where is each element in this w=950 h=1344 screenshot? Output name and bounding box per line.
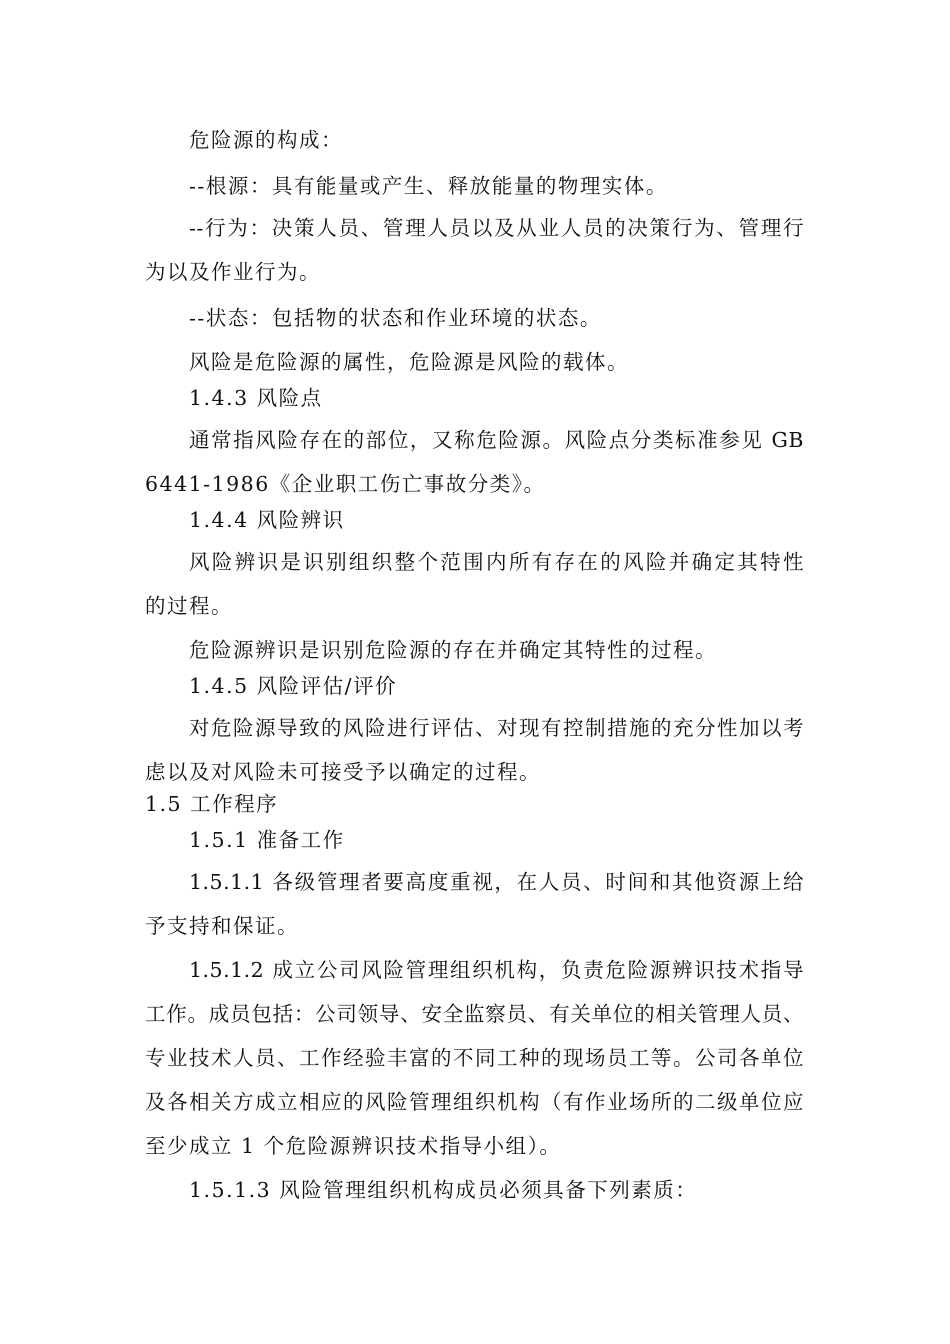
hazard-identification-definition: 危险源辨识是识别危险源的存在并确定其特性的过程。 xyxy=(189,638,717,662)
hazard-behavior-definition-line-1: --行为：决策人员、管理人员以及从业人员的决策行为、管理行 xyxy=(189,216,804,240)
risk-evaluation-definition-line-1: 对危险源导致的风险进行评估、对现有控制措施的充分性加以考 xyxy=(189,716,804,740)
section-1-5-1-heading: 1.5.1 准备工作 xyxy=(189,828,345,852)
risk-hazard-relationship: 风险是危险源的属性，危险源是风险的载体。 xyxy=(189,350,629,374)
section-1-5-heading: 1.5 工作程序 xyxy=(145,792,279,816)
section-1-5-1-3-line: 1.5.1.3 风险管理组织机构成员必须具备下列素质： xyxy=(189,1178,698,1202)
hazard-root-definition: --根源：具有能量或产生、释放能量的物理实体。 xyxy=(189,174,668,198)
risk-identification-definition-line-1: 风险辨识是识别组织整个范围内所有存在的风险并确定其特性 xyxy=(189,550,804,574)
section-1-5-1-2-line-2: 工作。成员包括：公司领导、安全监察员、有关单位的相关管理人员、 xyxy=(145,1002,804,1026)
section-1-5-1-2-line-3: 专业技术人员、工作经验丰富的不同工种的现场员工等。公司各单位 xyxy=(145,1046,804,1070)
hazard-state-definition: --状态：包括物的状态和作业环境的状态。 xyxy=(189,306,602,330)
section-1-5-1-2-line-1: 1.5.1.2 成立公司风险管理组织机构，负责危险源辨识技术指导 xyxy=(189,958,804,982)
section-1-5-1-2-line-4: 及各相关方成立相应的风险管理组织机构（有作业场所的二级单位应 xyxy=(145,1090,804,1114)
risk-point-definition-line-2: 6441-1986《企业职工伤亡事故分类》。 xyxy=(145,472,546,496)
section-1-4-3-heading: 1.4.3 风险点 xyxy=(189,386,323,410)
risk-evaluation-definition-line-2: 虑以及对风险未可接受予以确定的过程。 xyxy=(145,760,541,784)
section-1-5-1-1-line-2: 予支持和保证。 xyxy=(145,914,299,938)
section-1-4-5-heading: 1.4.5 风险评估/评价 xyxy=(189,674,398,698)
section-1-4-4-heading: 1.4.4 风险辨识 xyxy=(189,508,345,532)
hazard-composition-heading: 危险源的构成： xyxy=(189,128,343,152)
risk-identification-definition-line-2: 的过程。 xyxy=(145,594,233,618)
hazard-behavior-definition-line-2: 为以及作业行为。 xyxy=(145,260,321,284)
section-1-5-1-1-line-1: 1.5.1.1 各级管理者要高度重视，在人员、时间和其他资源上给 xyxy=(189,870,804,894)
section-1-5-1-2-line-5: 至少成立 1 个危险源辨识技术指导小组）。 xyxy=(145,1134,562,1158)
risk-point-definition-line-1: 通常指风险存在的部位，又称危险源。风险点分类标准参见 GB xyxy=(189,428,804,452)
